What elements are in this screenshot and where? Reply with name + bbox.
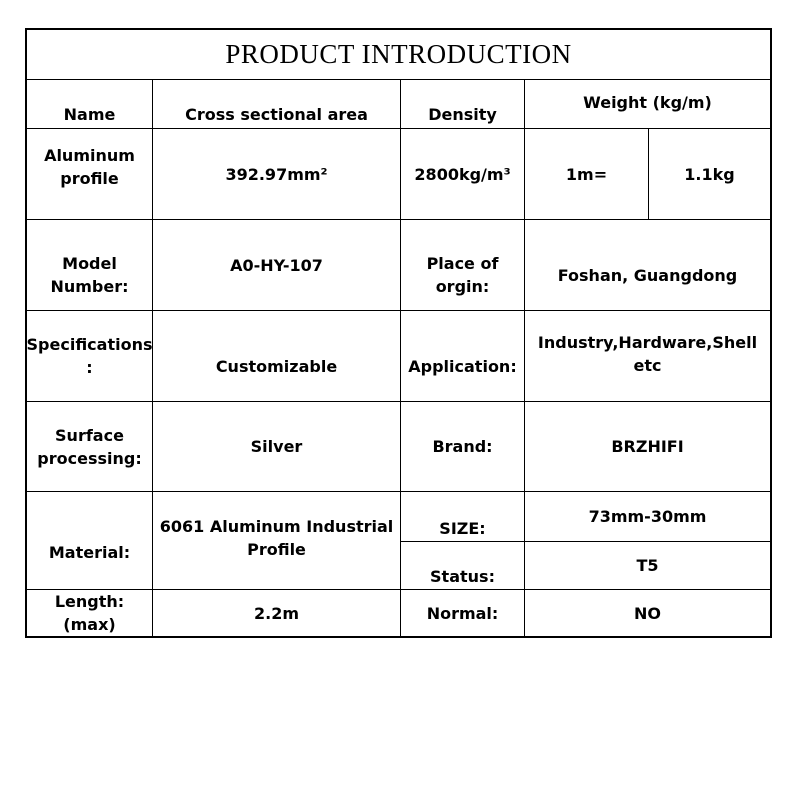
value-length-unit: 1m= — [565, 164, 608, 184]
value-normal: NO — [634, 603, 661, 623]
value-application: Industry,Hardware,Shell etc — [537, 333, 758, 375]
value-status: T5 — [636, 556, 659, 575]
label-size: SIZE: — [439, 519, 486, 538]
label-material: Material: — [48, 543, 131, 562]
label-normal: Normal: — [426, 603, 499, 623]
value-density: 2800kg/m³ — [414, 164, 511, 184]
value-weight: 1.1kg — [684, 164, 735, 184]
header-density: Density — [428, 105, 497, 124]
header-name: Name — [63, 105, 116, 124]
label-length-max: Length: (max) — [54, 592, 125, 634]
label-specifications: Specifications : — [26, 335, 153, 377]
label-surface-processing: Surface processing: — [37, 425, 142, 468]
label-place-of-origin: Place of orgin: — [426, 254, 499, 296]
label-aluminum-profile: Aluminum profile — [44, 146, 135, 188]
value-length: 2.2m — [253, 603, 299, 623]
value-size: 73mm-30mm — [588, 507, 707, 526]
header-weight: Weight (kg/m) — [583, 93, 712, 112]
label-brand: Brand: — [432, 437, 493, 456]
value-model-number: A0-HY-107 — [230, 255, 323, 275]
value-place-of-origin: Foshan, Guangdong — [557, 265, 738, 285]
label-status: Status: — [430, 567, 495, 586]
value-surface-processing: Silver — [250, 437, 303, 456]
value-brand: BRZHIFI — [611, 437, 684, 456]
value-cross-sectional-area: 392.97mm² — [225, 164, 328, 184]
label-model-number: Model Number: — [50, 254, 129, 296]
value-material: 6061 Aluminum Industrial Profile — [159, 516, 394, 559]
header-cross-sectional-area: Cross sectional area — [185, 105, 368, 124]
label-application: Application: — [408, 356, 517, 376]
page-title: PRODUCT INTRODUCTION — [225, 39, 572, 69]
value-specifications: Customizable — [215, 356, 338, 376]
product-introduction-table — [25, 28, 772, 638]
